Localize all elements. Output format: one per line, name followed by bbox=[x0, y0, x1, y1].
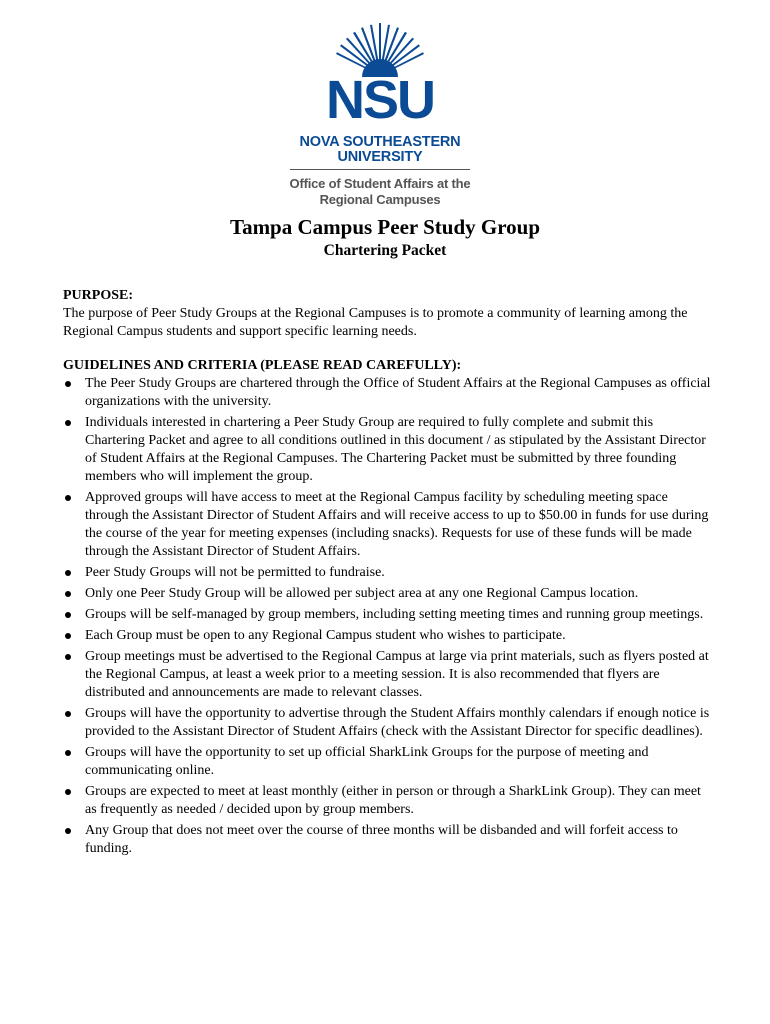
bullet-icon bbox=[65, 381, 71, 387]
bullet-icon bbox=[65, 789, 71, 795]
list-item-text: Approved groups will have access to meet at the Regional Campus facility by scheduling meeting space through the Assistant Director of Student Affairs and will receive access to up to $50.00 in funds for use during the course of the year for meeting expenses (including snacks). Requests for use of these funds will be made through the Assistant Director of Student Affairs. bbox=[85, 490, 709, 559]
list-item bbox=[63, 489, 713, 561]
list-item bbox=[63, 627, 713, 645]
list-item bbox=[63, 705, 713, 741]
list-item-text: Any Group that does not meet over the course of three months will be disbanded and will forfeit access to funding. bbox=[85, 823, 678, 856]
list-item-text: Groups are expected to meet at least monthly (either in person or through a SharkLink Group). They can meet as frequently as needed / decided upon by group members. bbox=[85, 784, 701, 817]
bullet-icon bbox=[65, 570, 71, 576]
list-item-text: Only one Peer Study Group will be allowed per subject area at any one Regional Campus location. bbox=[85, 586, 639, 601]
list-item bbox=[63, 822, 713, 858]
bullet-icon bbox=[65, 612, 71, 618]
document-body bbox=[63, 287, 713, 861]
office-name-line1: Office of Student Affairs at the bbox=[289, 176, 471, 191]
guidelines-list bbox=[63, 375, 713, 858]
list-item-text: Group meetings must be advertised to the Regional Campus at large via print materials, such as flyers posted at the Regional Campus, at least a week prior to a meeting session. It is also recommended that flyers are distributed and announcements are made to relevant classes. bbox=[85, 649, 709, 700]
bullet-icon bbox=[65, 591, 71, 597]
document-title: Tampa Campus Peer Study Group bbox=[229, 215, 541, 239]
bullet-icon bbox=[65, 420, 71, 426]
list-item bbox=[63, 585, 713, 603]
list-item bbox=[63, 606, 713, 624]
bullet-icon bbox=[65, 828, 71, 834]
list-item bbox=[63, 783, 713, 819]
bullet-icon bbox=[65, 633, 71, 639]
bullet-icon bbox=[65, 711, 71, 717]
logo-divider bbox=[290, 169, 470, 170]
document-subtitle: Chartering Packet bbox=[323, 242, 447, 259]
list-item-text: Groups will have the opportunity to set up official SharkLink Groups for the purpose of meeting and communicating online. bbox=[85, 745, 649, 778]
bullet-icon bbox=[65, 495, 71, 501]
list-item bbox=[63, 414, 713, 486]
bullet-icon bbox=[65, 750, 71, 756]
logo-name-line1: NOVA SOUTHEASTERN bbox=[299, 134, 461, 150]
list-item-text: Groups will be self-managed by group members, including setting meeting times and running group meetings. bbox=[85, 607, 704, 622]
sunburst-logo-icon bbox=[330, 15, 430, 77]
nsu-logo bbox=[280, 15, 480, 207]
list-item bbox=[63, 375, 713, 411]
list-item-text: The Peer Study Groups are chartered through the Office of Student Affairs at the Regional Campuses as official organizations with the university. bbox=[85, 376, 711, 409]
purpose-heading: PURPOSE: bbox=[63, 288, 133, 303]
purpose-text: The purpose of Peer Study Groups at the Regional Campuses is to promote a community of learning among the Regional Campus students and support specific learning needs. bbox=[63, 306, 688, 339]
guidelines-heading: GUIDELINES AND CRITERIA (PLEASE READ CAREFULLY): bbox=[63, 358, 462, 373]
list-item bbox=[63, 744, 713, 780]
list-item-text: Peer Study Groups will not be permitted to fundraise. bbox=[85, 565, 385, 580]
logo-abbreviation: NSU bbox=[325, 70, 434, 130]
list-item bbox=[63, 648, 713, 702]
bullet-icon bbox=[65, 654, 71, 660]
list-item-text: Each Group must be open to any Regional Campus student who wishes to participate. bbox=[85, 628, 566, 643]
logo-name-line2: UNIVERSITY bbox=[337, 149, 423, 165]
list-item bbox=[63, 564, 713, 582]
list-item-text: Groups will have the opportunity to advertise through the Student Affairs monthly calendars if enough notice is provided to the Assistant Director of Student Affairs (check with the Assistant Director for specific deadlines). bbox=[85, 706, 710, 739]
list-item-text: Individuals interested in chartering a Peer Study Group are required to fully complete and submit this Chartering Packet and agree to all conditions outlined in this document / as stipulated by the Assistant Director of Student Affairs at the Regional Campuses. The Chartering Packet must be submitted by three founding members who will implement the group. bbox=[85, 415, 706, 484]
office-name-line2: Regional Campuses bbox=[319, 192, 441, 207]
